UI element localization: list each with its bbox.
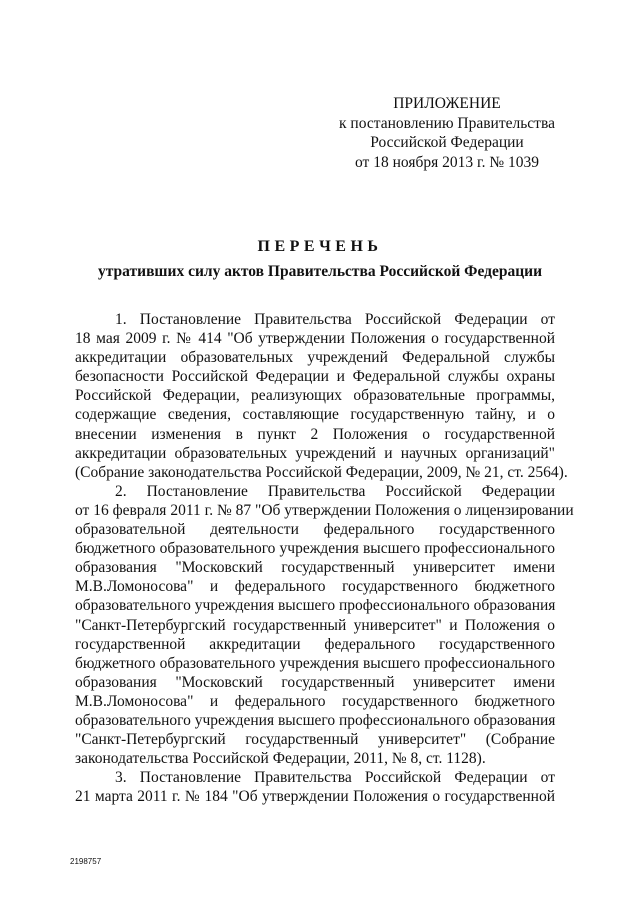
document-body [75, 310, 574, 806]
text-line: образования "Московский государственный университет имени [75, 559, 555, 577]
appendix-line: Российской Федерации [370, 134, 524, 151]
text-line: М.В.Ломоносова" и федерального государственного бюджетного [75, 692, 555, 710]
text-line: аккредитации образовательных учреждений и научных организаций" [75, 444, 555, 462]
text-line: образовательного учреждения высшего профессионального образования [75, 711, 556, 729]
text-line: образовательного учреждения высшего профессионального образования [75, 597, 556, 615]
text-line: бюджетного образовательного учреждения высшего профессионального [75, 654, 555, 672]
text-line: содержащие сведения, составляющие государственную тайну, и о [75, 406, 555, 424]
text-line: аккредитации образовательных учреждений Федеральной службы [75, 349, 555, 367]
text-line: законодательства Российской Федерации, 2011, № 8, ст. 1128). [75, 750, 486, 768]
list-item [75, 310, 568, 482]
text-line: 21 марта 2011 г. № 184 "Об утверждении Положения о государственной [75, 788, 555, 806]
text-line: 3. Постановление Правительства Российской Федерации от [115, 769, 555, 787]
document-id: 2198757 [70, 857, 102, 866]
text-line: государственной аккредитации федерального государственного [75, 635, 555, 653]
document-title: ПЕРЕЧЕНЬ [257, 238, 383, 255]
text-line: внесении изменения в пункт 2 Положения о государственной [75, 425, 555, 443]
appendix-line: к постановлению Правительства [339, 114, 555, 132]
text-line: от 16 февраля 2011 г. № 87 "Об утверждении Положения о лицензировании [75, 501, 574, 519]
text-line: (Собрание законодательства Российской Федерации, 2009, № 21, ст. 2564). [75, 463, 568, 481]
list-item [75, 482, 574, 768]
text-line: образовательной деятельности федерального государственного [75, 521, 555, 539]
text-line: М.В.Ломоносова" и федерального государственного бюджетного [75, 578, 555, 596]
text-line: безопасности Российской Федерации и Федеральной службы охраны [75, 368, 555, 386]
text-line: 18 мая 2009 г. № 414 "Об утверждении Положения о государственной [75, 330, 555, 348]
text-line: Российской Федерации, реализующих образовательные программы, [75, 387, 555, 405]
appendix-block [320, 94, 574, 172]
text-line: бюджетного образовательного учреждения высшего профессионального [75, 540, 555, 558]
list-item [75, 768, 555, 806]
text-line: "Санкт-Петербургский государственный университет" (Собрание [75, 731, 555, 749]
appendix-heading: ПРИЛОЖЕНИЕ [393, 95, 501, 112]
text-line: 1. Постановление Правительства Российской Федерации от [115, 311, 555, 328]
text-line: 2. Постановление Правительства Российской Федерации [115, 482, 555, 500]
document-subtitle: утративших силу актов Правительства Российской Федерации [98, 263, 542, 280]
text-line: "Санкт-Петербургский государственный университет" и Положения о [75, 616, 555, 634]
appendix-date-number: от 18 ноября 2013 г. № 1039 [355, 153, 539, 171]
text-line: образования "Московский государственный университет имени [75, 673, 555, 691]
